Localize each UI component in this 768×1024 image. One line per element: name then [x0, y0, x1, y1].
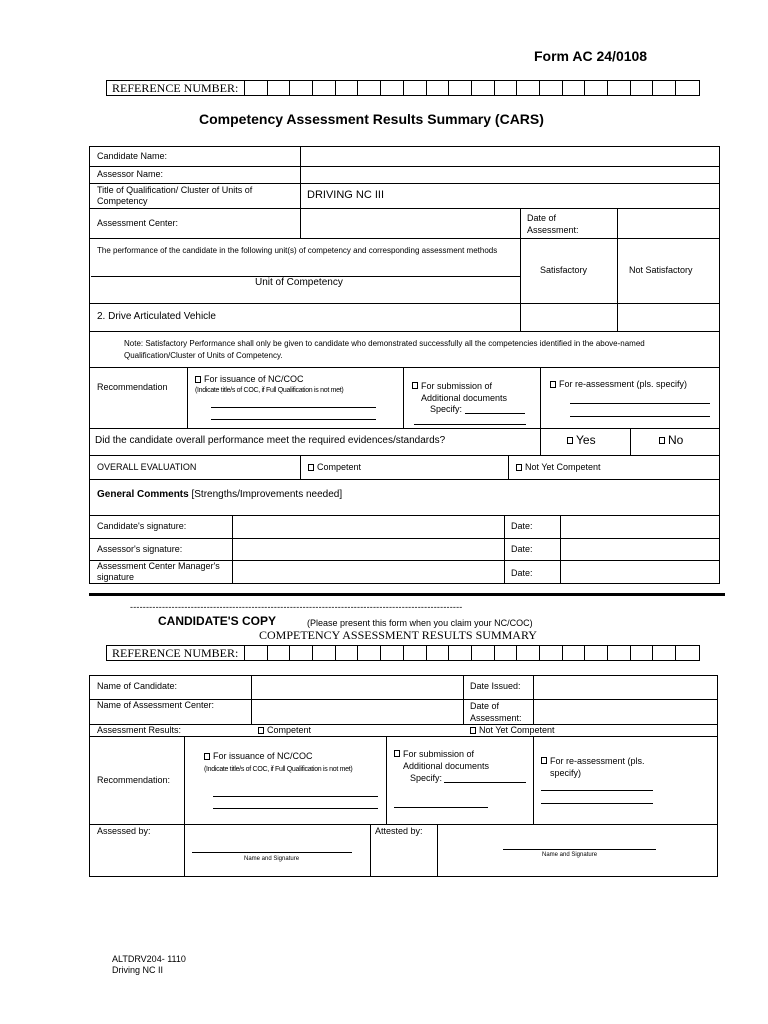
- copy-issuance-note: (Indicate title/s of COC, if Full Qualification is not met): [204, 766, 353, 773]
- checkbox-icon[interactable]: [412, 382, 418, 389]
- no-option[interactable]: No: [659, 434, 683, 448]
- qualification-value: DRIVING NC III: [307, 189, 385, 201]
- form-title: Competency Assessment Results Summary (CARS): [199, 111, 544, 127]
- copy-recommendation-label: Recommendation:: [97, 775, 171, 785]
- reference-cell[interactable]: [472, 81, 495, 95]
- checkbox-icon[interactable]: [516, 464, 522, 471]
- assessor-signature-label: Assessor's signature:: [97, 544, 183, 554]
- issuance-note: (Indicate title/s of COC, if Full Qualification is not met): [195, 387, 344, 394]
- reference-cell[interactable]: [676, 81, 699, 95]
- candidates-copy-title: CANDIDATE'S COPY: [158, 614, 276, 628]
- attested-by-label: Attested by:: [375, 826, 423, 836]
- reference-cell[interactable]: [268, 81, 291, 95]
- cut-line: --------------------------------------------------------------------------------------------------------: [130, 602, 463, 612]
- checkbox-icon[interactable]: [394, 750, 400, 757]
- competent-option[interactable]: Competent: [308, 462, 361, 472]
- reference-cell[interactable]: [517, 646, 540, 660]
- copy-specify-label: Specify:: [410, 773, 443, 783]
- unit-item: 2. Drive Articulated Vehicle: [97, 311, 216, 322]
- copy-submission-option[interactable]: For submission of Additional documents: [394, 748, 513, 772]
- reference-cell[interactable]: [336, 81, 359, 95]
- copy-summary-title: COMPETENCY ASSESSMENT RESULTS SUMMARY: [259, 628, 537, 642]
- reference-cell[interactable]: [653, 81, 676, 95]
- reference-cell[interactable]: [245, 646, 268, 660]
- reference-cell[interactable]: [631, 646, 654, 660]
- copy-reassessment-option[interactable]: For re-assessment (pls. specify): [541, 755, 650, 779]
- assessment-center-label: Assessment Center:: [97, 218, 179, 228]
- recommendation-label: Recommendation: [97, 382, 168, 392]
- copy-competent-option[interactable]: Competent: [258, 725, 311, 735]
- reference-cell[interactable]: [449, 646, 472, 660]
- checkbox-icon[interactable]: [659, 437, 665, 444]
- date-label: Date:: [511, 568, 533, 578]
- submission-option[interactable]: For submission of Additional documents: [412, 380, 526, 404]
- general-comments: General Comments [Strengths/Improvements needed]: [97, 489, 343, 500]
- reference-cell[interactable]: [404, 646, 427, 660]
- date-label: Date:: [511, 544, 533, 554]
- qualification-label: Title of Qualification/ Cluster of Units of Competency: [97, 185, 253, 206]
- reference-cell[interactable]: [381, 81, 404, 95]
- not-yet-competent-option[interactable]: Not Yet Competent: [516, 462, 601, 472]
- reference-cell[interactable]: [631, 81, 654, 95]
- checkbox-icon[interactable]: [195, 376, 201, 383]
- assessment-results-label: Assessment Results:: [97, 725, 182, 735]
- reference-cell[interactable]: [585, 646, 608, 660]
- copy-not-yet-competent-option[interactable]: Not Yet Competent: [470, 725, 555, 735]
- reference-cell[interactable]: [608, 646, 631, 660]
- candidate-name-label: Candidate Name:: [97, 151, 168, 161]
- manager-signature-label: Assessment Center Manager's signature: [97, 561, 220, 582]
- reference-cell[interactable]: [563, 81, 586, 95]
- yes-option[interactable]: Yes: [567, 434, 596, 448]
- footer-qualification: Driving NC II: [112, 965, 164, 975]
- reference-cell[interactable]: [495, 646, 518, 660]
- reference-cell[interactable]: [313, 646, 336, 660]
- reference-cell[interactable]: [517, 81, 540, 95]
- note-text: Note: Satisfactory Performance shall only be given to candidate who demonstrated successfully all the competencies identified in the above-named Qualification/Cluster of Units of Competency.: [124, 339, 645, 360]
- reference-cell[interactable]: [608, 81, 631, 95]
- reference-cell[interactable]: [653, 646, 676, 660]
- reference-cell[interactable]: [540, 646, 563, 660]
- not-satisfactory-header: Not Satisfactory: [629, 265, 693, 275]
- cars-main-table: [89, 146, 720, 584]
- reference-cell[interactable]: [540, 81, 563, 95]
- reference-cell[interactable]: [472, 646, 495, 660]
- overall-evaluation-label: OVERALL EVALUATION: [97, 462, 197, 472]
- copy-date-of-assessment-label: Date of Assessment:: [470, 701, 522, 723]
- form-code: Form AC 24/0108: [534, 48, 648, 64]
- reference-cell[interactable]: [404, 81, 427, 95]
- reference-cell[interactable]: [245, 81, 268, 95]
- reference-cell[interactable]: [427, 81, 450, 95]
- reference-cell[interactable]: [313, 81, 336, 95]
- assessor-name-label: Assessor Name:: [97, 169, 164, 179]
- candidate-signature-label: Candidate's signature:: [97, 521, 187, 531]
- assessor-name-signature-caption: Name and Signature: [244, 856, 300, 862]
- reference-cell[interactable]: [290, 646, 313, 660]
- reassessment-option[interactable]: For re-assessment (pls. specify): [550, 379, 687, 389]
- reference-cell[interactable]: [563, 646, 586, 660]
- reference-cell[interactable]: [358, 646, 381, 660]
- date-of-assessment-label: Date of Assessment:: [527, 213, 579, 235]
- reference-cell[interactable]: [290, 81, 313, 95]
- reference-cell[interactable]: [449, 81, 472, 95]
- issuance-option[interactable]: For issuance of NC/COC: [195, 374, 304, 384]
- reference-cell[interactable]: [268, 646, 291, 660]
- section-separator: [89, 593, 725, 596]
- reference-cell[interactable]: [676, 646, 699, 660]
- name-of-center-label: Name of Assessment Center:: [97, 700, 215, 710]
- checkbox-icon[interactable]: [470, 727, 476, 734]
- performance-text: The performance of the candidate in the following unit(s) of competency and corresponding assessment methods: [97, 246, 498, 255]
- checkbox-icon[interactable]: [308, 464, 314, 471]
- overall-question: Did the candidate overall performance meet the required evidences/standards?: [95, 435, 446, 446]
- reference-cell[interactable]: [336, 646, 359, 660]
- unit-of-competency-header: Unit of Competency: [255, 277, 343, 288]
- date-issued-label: Date Issued:: [470, 681, 521, 691]
- reference-number-label: REFERENCE NUMBER:: [107, 81, 245, 95]
- copy-reference-number-row: [106, 645, 700, 661]
- date-label: Date:: [511, 521, 533, 531]
- reference-cell[interactable]: [427, 646, 450, 660]
- satisfactory-header: Satisfactory: [540, 265, 588, 275]
- specify-label: Specify:: [430, 404, 463, 414]
- reference-number-row: [106, 80, 700, 96]
- checkbox-icon[interactable]: [567, 437, 573, 444]
- reference-cell[interactable]: [585, 81, 608, 95]
- reference-cell[interactable]: [358, 81, 381, 95]
- checkbox-icon[interactable]: [541, 757, 547, 764]
- claim-note: (Please present this form when you claim your NC/COC): [307, 618, 533, 628]
- reference-cell[interactable]: [495, 81, 518, 95]
- assessed-by-label: Assessed by:: [97, 826, 151, 836]
- name-of-candidate-label: Name of Candidate:: [97, 681, 178, 691]
- reference-cell[interactable]: [381, 646, 404, 660]
- attester-name-signature-caption: Name and Signature: [542, 852, 598, 858]
- reference-number-label: REFERENCE NUMBER:: [107, 646, 245, 660]
- copy-issuance-option[interactable]: For issuance of NC/COC: [204, 751, 313, 761]
- checkbox-icon[interactable]: [550, 381, 556, 388]
- checkbox-icon[interactable]: [258, 727, 264, 734]
- checkbox-icon[interactable]: [204, 753, 210, 760]
- footer-code: ALTDRV204- 1110: [112, 954, 186, 964]
